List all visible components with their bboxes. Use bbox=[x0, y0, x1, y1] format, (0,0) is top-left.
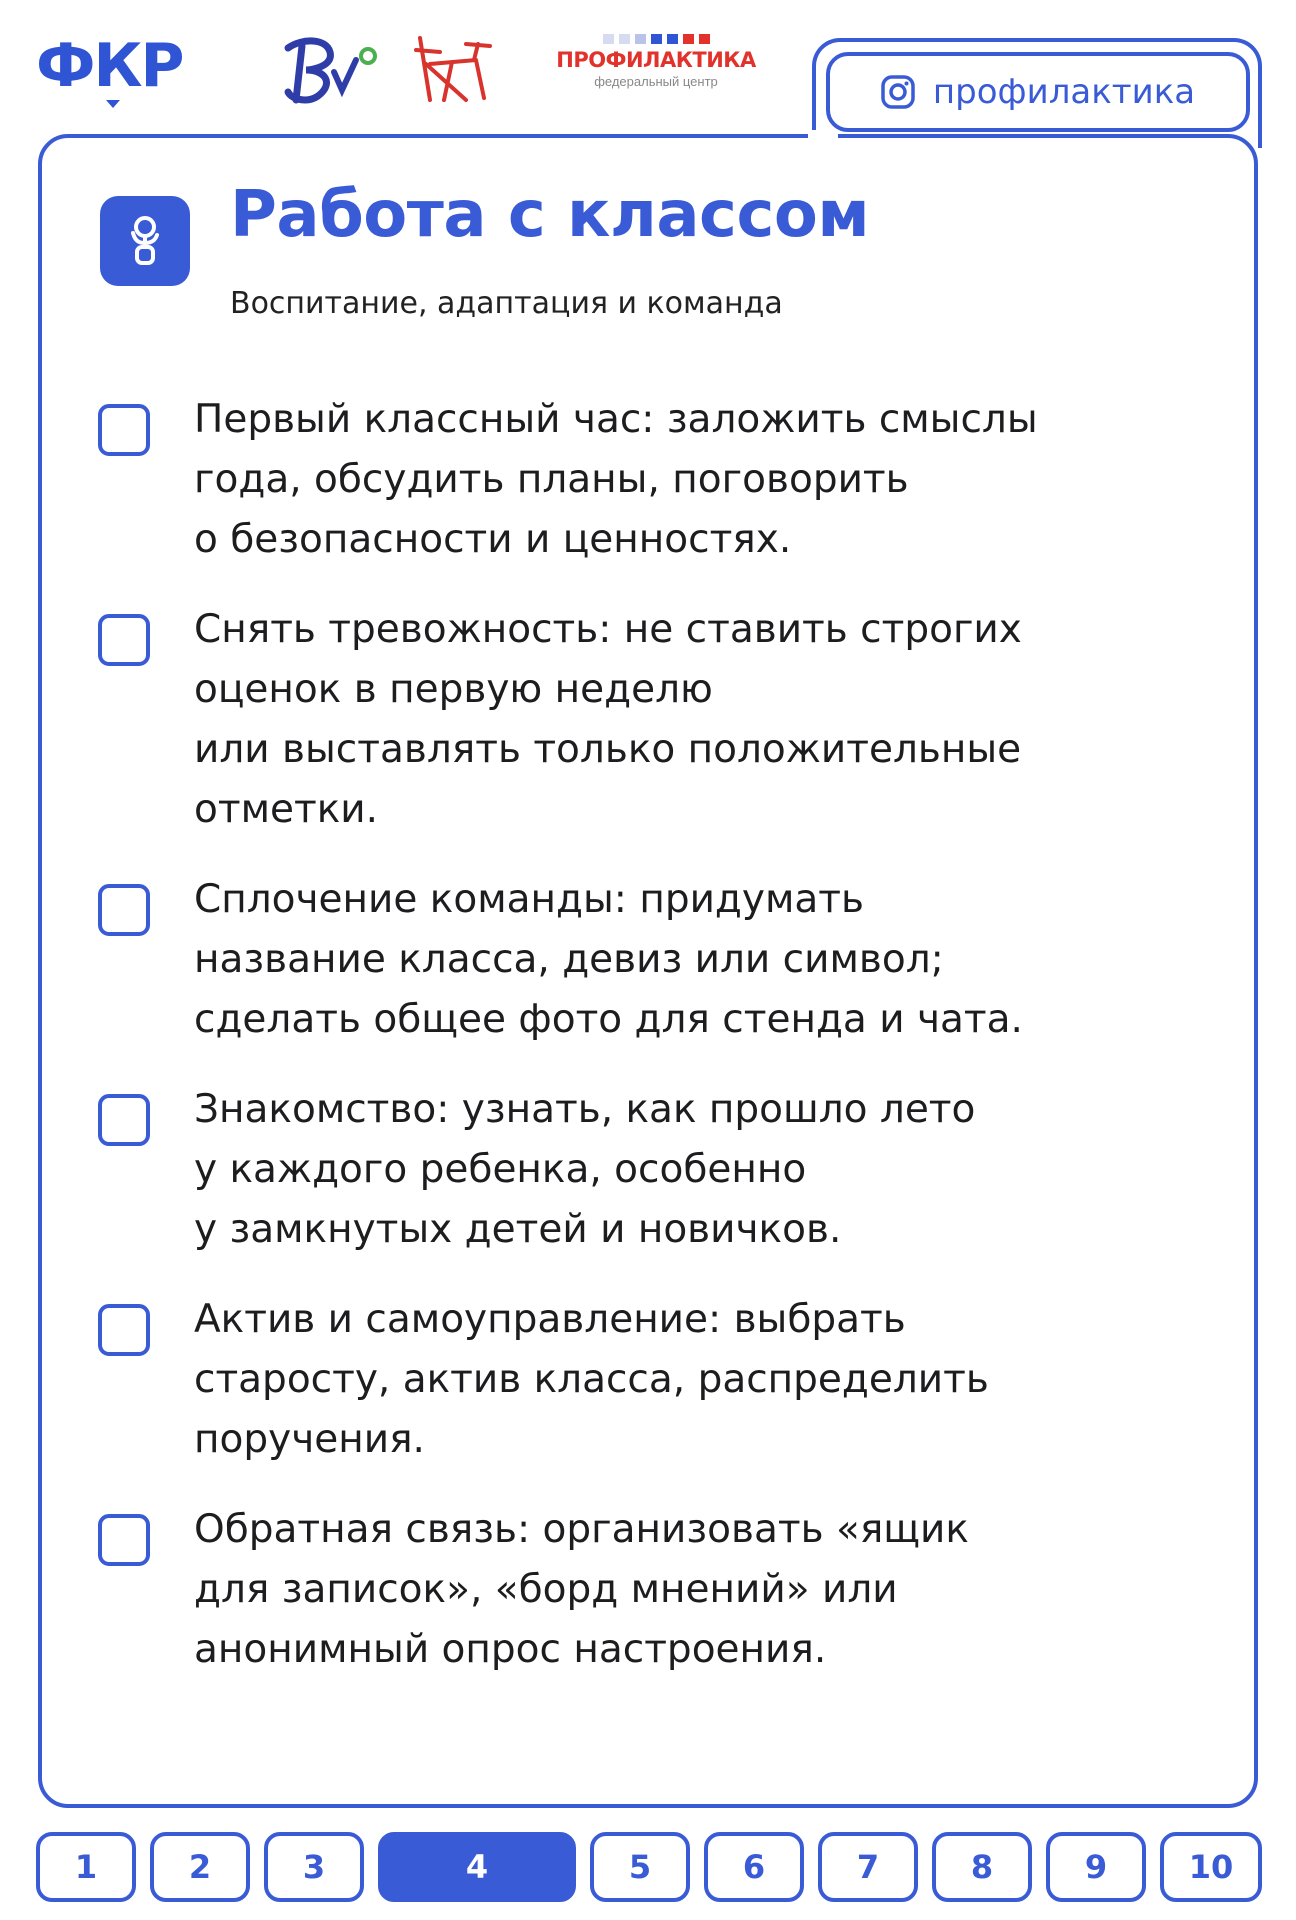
instagram-link[interactable] bbox=[826, 52, 1250, 132]
checkbox[interactable] bbox=[98, 404, 150, 456]
text-line: отметки. bbox=[194, 787, 379, 832]
checklist-item bbox=[96, 600, 1226, 840]
checkbox[interactable] bbox=[98, 884, 150, 936]
vo-logo bbox=[268, 30, 398, 110]
checklist-item-text bbox=[194, 600, 1226, 840]
page-button-3[interactable]: 3 bbox=[264, 1832, 364, 1902]
child-icon bbox=[100, 196, 190, 286]
text-line: для записок», «борд мнений» или bbox=[194, 1567, 898, 1612]
page-subtitle: Воспитание, адаптация и команда bbox=[230, 286, 783, 321]
text-line: анонимный опрос настроения. bbox=[194, 1627, 827, 1672]
page-button-4-current[interactable]: 4 bbox=[378, 1832, 576, 1902]
text-line: Сплочение команды: придумать bbox=[194, 877, 864, 922]
page-button-7[interactable]: 7 bbox=[818, 1832, 918, 1902]
checklist-item bbox=[96, 1500, 1226, 1680]
text-line: у каждого ребенка, особенно bbox=[194, 1147, 807, 1192]
fkr-logo: ФКР bbox=[36, 31, 183, 101]
page-button-10[interactable]: 10 bbox=[1160, 1832, 1262, 1902]
checklist-item bbox=[96, 1080, 1226, 1260]
flag-mark bbox=[541, 34, 771, 44]
profilaktika-logo-subtitle: федеральный центр bbox=[594, 74, 718, 89]
page-button-2[interactable]: 2 bbox=[150, 1832, 250, 1902]
checklist-item bbox=[96, 870, 1226, 1050]
text-line: Обратная связь: организовать «ящик bbox=[194, 1507, 969, 1552]
checkbox[interactable] bbox=[98, 1304, 150, 1356]
checkbox[interactable] bbox=[98, 1514, 150, 1566]
instagram-icon bbox=[881, 75, 915, 109]
text-line: Снять тревожность: не ставить строгих bbox=[194, 607, 1022, 652]
text-line: старосту, актив класса, распределить bbox=[194, 1357, 989, 1402]
text-line: оценок в первую неделю bbox=[194, 667, 713, 712]
text-line: Первый классный час: заложить смыслы bbox=[194, 397, 1038, 442]
text-line: у замкнутых детей и новичков. bbox=[194, 1207, 842, 1252]
page-button-9[interactable]: 9 bbox=[1046, 1832, 1146, 1902]
checkbox[interactable] bbox=[98, 614, 150, 666]
checklist-item-text bbox=[194, 870, 1226, 1050]
partner-logos bbox=[36, 30, 796, 120]
pagination bbox=[36, 1832, 1262, 1902]
chair-logo bbox=[406, 30, 496, 110]
text-line: поручения. bbox=[194, 1417, 425, 1462]
instagram-label: профилактика bbox=[932, 72, 1196, 112]
checklist-item-text bbox=[194, 390, 1226, 570]
page-button-6[interactable]: 6 bbox=[704, 1832, 804, 1902]
checklist-item-text bbox=[194, 1290, 1226, 1470]
text-line: о безопасности и ценностях. bbox=[194, 517, 792, 562]
page-button-5[interactable]: 5 bbox=[590, 1832, 690, 1902]
text-line: Актив и самоуправление: выбрать bbox=[194, 1297, 906, 1342]
card-notch bbox=[808, 130, 838, 146]
checklist-item-text bbox=[194, 1500, 1226, 1680]
checklist-item-text bbox=[194, 1080, 1226, 1260]
page-button-8[interactable]: 8 bbox=[932, 1832, 1032, 1902]
fkr-logo-mark bbox=[106, 100, 120, 108]
text-line: или выставлять только положительные bbox=[194, 727, 1022, 772]
profilaktika-logo-title: ПРОФИЛАКТИКА bbox=[556, 48, 756, 72]
checkbox[interactable] bbox=[98, 1094, 150, 1146]
page-title: Работа с классом bbox=[230, 178, 870, 252]
profilaktika-logo bbox=[541, 34, 771, 89]
text-line: сделать общее фото для стенда и чата. bbox=[194, 997, 1023, 1042]
text-line: Знакомство: узнать, как прошло лето bbox=[194, 1087, 976, 1132]
page-button-1[interactable]: 1 bbox=[36, 1832, 136, 1902]
text-line: года, обсудить планы, поговорить bbox=[194, 457, 909, 502]
checklist bbox=[96, 390, 1226, 1680]
checklist-item bbox=[96, 390, 1226, 570]
text-line: название класса, девиз или символ; bbox=[194, 937, 944, 982]
checklist-item bbox=[96, 1290, 1226, 1470]
